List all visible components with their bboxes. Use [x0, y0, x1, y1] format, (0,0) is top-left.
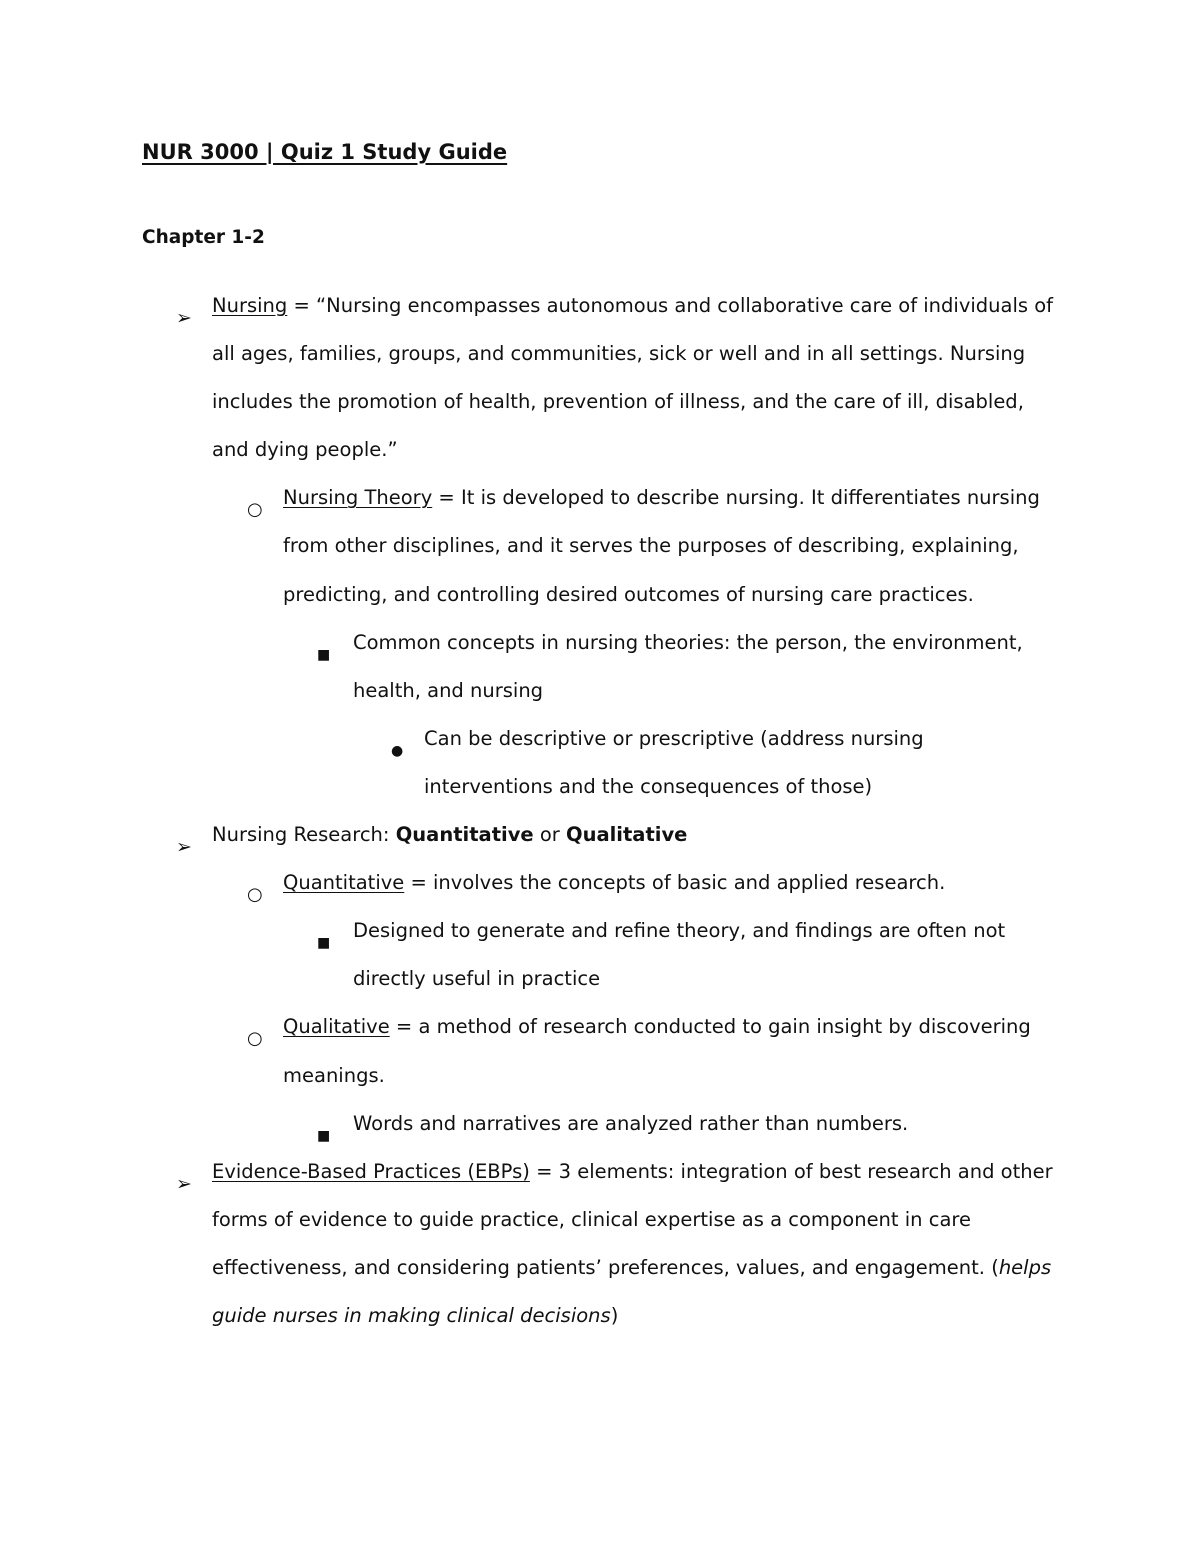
term-quantitative-bold: Quantitative: [395, 823, 534, 847]
definition-quantitative: = involves the concepts of basic and applied research.: [404, 871, 946, 895]
study-outline: [0, 282, 1200, 1340]
text-descriptive: Can be descriptive or prescriptive (address nursing interventions and the consequences of those): [424, 726, 924, 798]
definition-nursing: = “Nursing encompasses autonomous and collaborative care of individuals of all ages, families, groups, and communities, sick or well and in all settings. Nursing includes the promotion of health, prevention of illness, and the care of ill, disabled, and dying people.”: [212, 294, 1054, 462]
text-or: or: [533, 823, 566, 847]
list-item-quantitative: [0, 859, 1043, 907]
term-nursing: Nursing: [212, 294, 288, 317]
chapter-heading: Chapter 1-2: [142, 227, 265, 248]
square-bullet-icon: ■: [317, 935, 331, 952]
definition-nursing-theory: = It is developed to describe nursing. It differentiates nursing from other disciplines, and it serves the purposes of describing, explaining, predicting, and controlling desired outcomes of nursing care practices.: [283, 486, 1040, 606]
list-item-designed: [0, 907, 1053, 1003]
document-title: NUR 3000 | Quiz 1 Study Guide: [142, 140, 508, 164]
term-qualitative-bold: Qualitative: [566, 823, 688, 847]
text-ebp-italic: helps guide nurses in making clinical decisions: [212, 1255, 1052, 1327]
term-qualitative: Qualitative: [283, 1015, 390, 1039]
square-bullet-icon: ■: [317, 1127, 331, 1144]
list-item-nursing-theory: [0, 474, 1043, 618]
text-common-concepts: Common concepts in nursing theories: the person, the environment, health, and nursing: [353, 630, 1023, 702]
definition-ebp: = 3 elements: integration of best research and other forms of evidence to guide practice, clinical expertise as a component in care effectiveness, and considering patients’ preferences, values, and engagement. (: [212, 1159, 1053, 1279]
text-nursing-research-prefix: Nursing Research:: [212, 823, 396, 847]
term-ebp: Evidence-Based Practices (EBPs): [212, 1159, 530, 1183]
list-item-nursing-research: [0, 811, 1062, 859]
circle-bullet-icon: ○: [247, 499, 263, 521]
text-designed: Designed to generate and refine theory, and findings are often not directly useful in practice: [353, 919, 1006, 991]
arrow-bullet-icon: ➢: [176, 307, 192, 329]
list-item-descriptive: [0, 715, 1044, 811]
list-item-common-concepts: [0, 619, 1053, 715]
list-item-qualitative: [0, 1003, 1043, 1099]
definition-qualitative: = a method of research conducted to gain insight by discovering meanings.: [283, 1015, 1031, 1087]
term-nursing-theory: Nursing Theory: [283, 486, 433, 510]
text-words: Words and narratives are analyzed rather than numbers.: [353, 1111, 909, 1135]
term-quantitative: Quantitative: [283, 871, 405, 895]
circle-bullet-icon: ○: [247, 884, 263, 906]
text-ebp-close: ): [610, 1303, 619, 1327]
list-item-words: [0, 1100, 1053, 1148]
list-item-nursing: [0, 282, 1062, 474]
arrow-bullet-icon: ➢: [176, 1172, 192, 1195]
dot-bullet-icon: ●: [391, 742, 404, 759]
square-bullet-icon: ■: [317, 646, 331, 663]
circle-bullet-icon: ○: [247, 1028, 263, 1050]
arrow-bullet-icon: ➢: [176, 836, 192, 859]
list-item-ebp: [0, 1148, 1062, 1340]
